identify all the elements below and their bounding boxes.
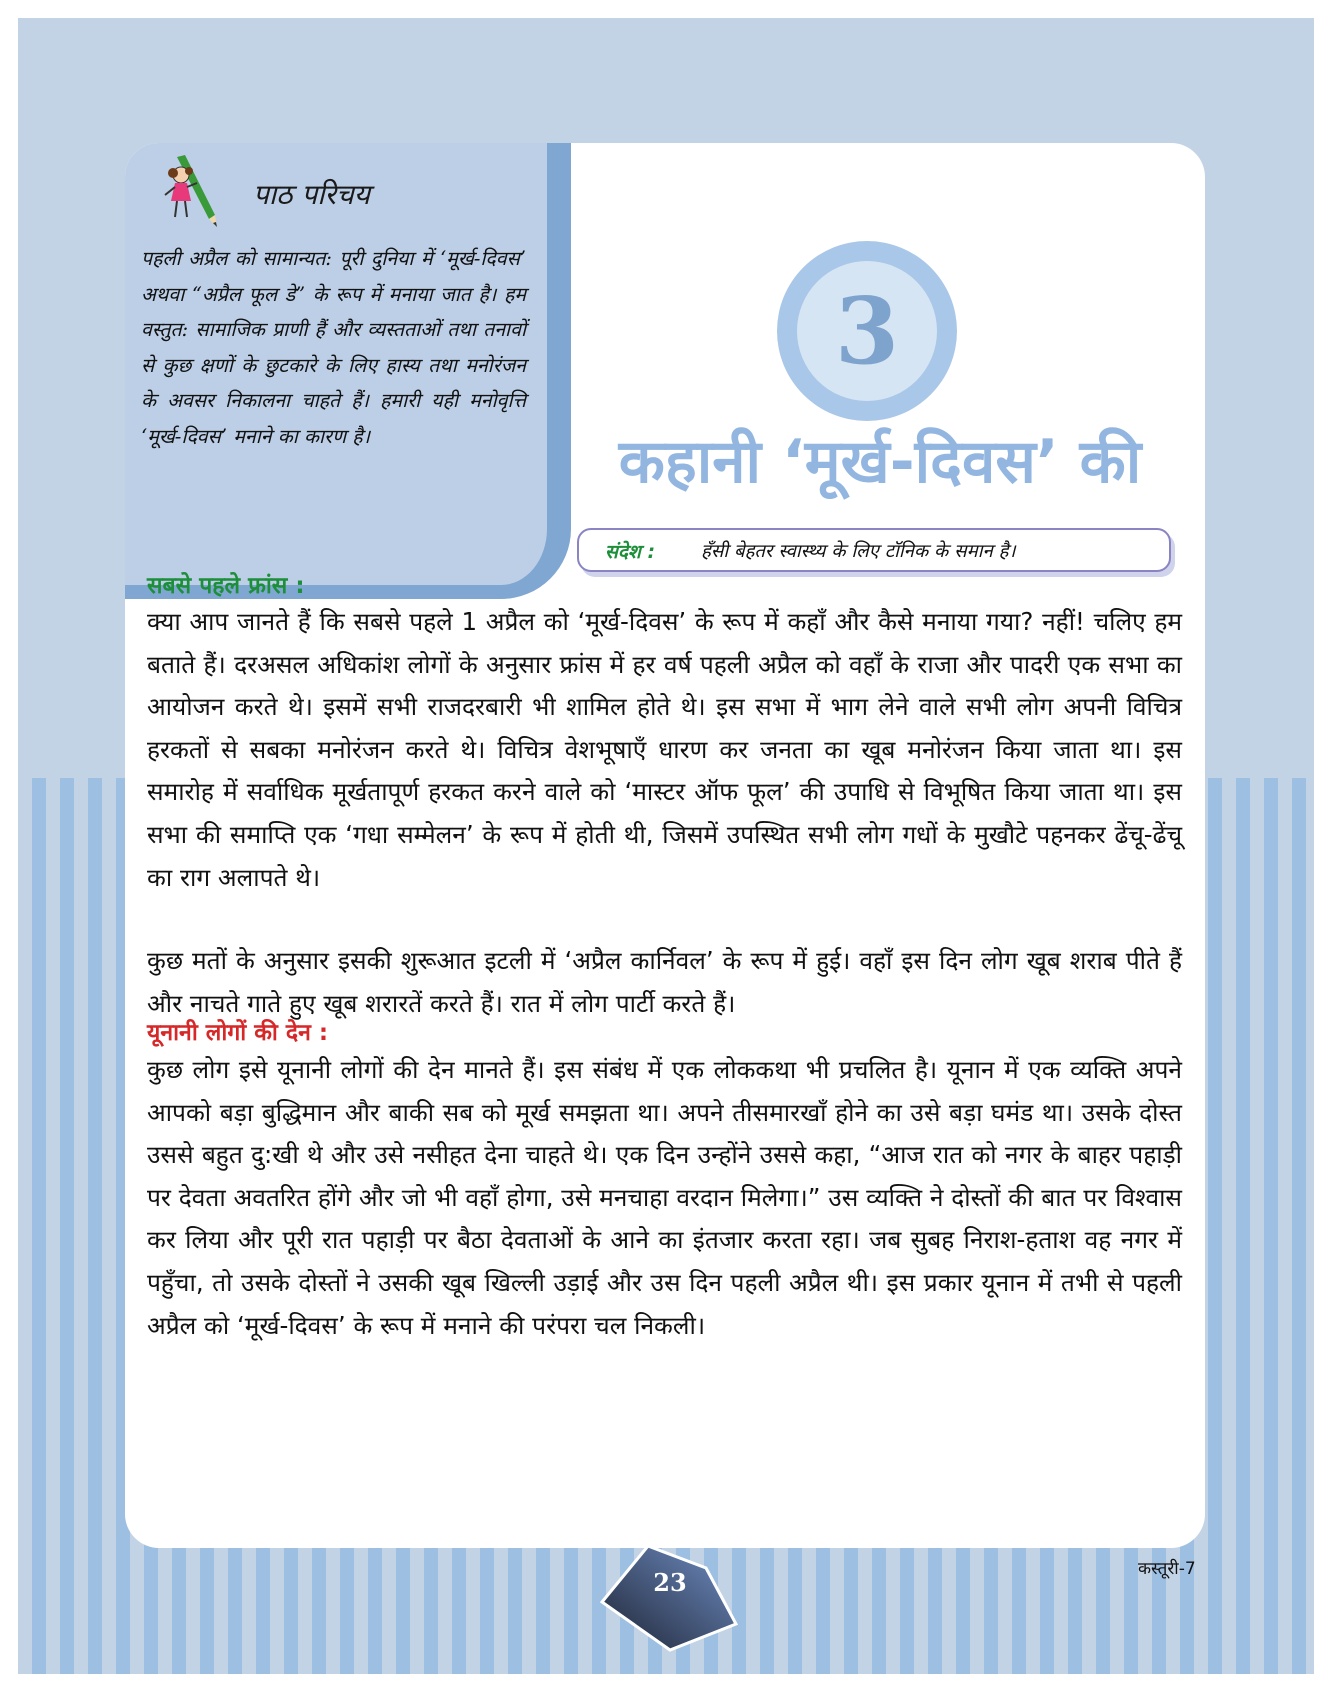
pencil-girl-icon xyxy=(155,153,235,233)
section-heading-france: सबसे पहले फ्रांस : xyxy=(147,573,305,599)
paragraph-france: क्या आप जानते हैं कि सबसे पहले 1 अप्रैल को ‘मूर्ख-दिवस’ के रूप में कहाँ और कैसे मनाया गया? नहीं! चलिए हम बताते हैं। दरअसल अधिकांश लोगों के अनुसार फ्रांस में हर वर्ष पहली अप्रैल को वहाँ के राजा और पादरी एक सभा का आयोजन करते थे। इसमें सभी राजदरबारी भी शामिल होते थे। इस सभा में भाग लेने वाले सभी लोग अपनी विचित्र हरकतों से सबका मनोरंजन करते थे। विचित्र वेशभूषाएँ धारण कर जनता का खूब मनोरंजन किया जाता था। इस समारोह में सर्वाधिक मूर्खतापूर्ण हरकत करने वाले को ‘मास्टर ऑफ फूल’ की उपाधि से विभूषित किया जाता था। इस सभा की समाप्ति एक ‘गधा सम्मेलन’ के रूप में होती थी, जिसमें उपस्थित सभी लोग गधों के मुखौटे पहनकर ढेंचू-ढेंचू का राग अलापते थे। xyxy=(147,607,1182,892)
chapter-title: कहानी ‘मूर्ख-दिवस’ की xyxy=(618,427,1142,497)
message-text: हँसी बेहतर स्वास्थ्य के लिए टॉनिक के समान है। xyxy=(701,541,1016,562)
paragraph-italy: कुछ मतों के अनुसार इसकी शुरूआत इटली में ‘अप्रैल कार्निवल’ के रूप में हुई। वहाँ इस दिन लोग खूब शराब पीते हैं और नाचते गाते हुए खूब शरारतें करते हैं। रात में लोग पार्टी करते हैं। xyxy=(147,946,1182,1018)
paragraph-greek: कुछ लोग इसे यूनानी लोगों की देन मानते हैं। इस संबंध में एक लोककथा भी प्रचलित है। यूनान में एक व्यक्ति अपने आपको बड़ा बुद्धिमान और बाकी सब को मूर्ख समझता था। अपने तीसमारखाँ होने का उसे बड़ा घमंड था। उसके दोस्त उससे बहुत दु:खी थे और उसे नसीहत देना चाहते थे। एक दिन उन्होंने उससे कहा, “आज रात को नगर के बाहर पहाड़ी पर देवता अवतरित होंगे और जो भी वहाँ होगा, उसे मनचाहा वरदान मिलेगा।” उस व्यक्ति ने दोस्तों की बात पर विश्वास कर लिया और पूरी रात पहाड़ी पर बैठा देवताओं के आने का इंतजार करता रहा। जब सुबह निराश-हताश वह नगर में पहुँचा, तो उसके दोस्तों ने उसकी खूब खिल्ली उड़ाई और उस दिन पहली अप्रैल थी। इस प्रकार यूनान में तभी से पहली अप्रैल को ‘मूर्ख-दिवस’ के रूप में मनाने की परंपरा चल निकली। xyxy=(147,1055,1182,1340)
intro-text: पहली अप्रैल को सामान्यत: पूरी दुनिया में ‘मूर्ख-दिवस’ अथवा “अप्रैल फूल डे” के रूप में मनाया जात है। हम वस्तुत: सामाजिक प्राणी हैं और व्यस्तताओं तथा तनावों से कुछ क्षणों के छुटकारे के लिए हास्य तथा मनोरंजन के अवसर निकालना चाहते हैं। हमारी यही मनोवृत्ति ‘मूर्ख-दिवस’ मनाने का कारण है। xyxy=(141,247,526,448)
book-name: कस्तूरी-7 xyxy=(1138,1559,1196,1579)
intro-heading: पाठ परिचय xyxy=(253,178,370,211)
page-number: 23 xyxy=(653,1568,687,1597)
message-bar xyxy=(577,528,1171,572)
chapter-number: 3 xyxy=(834,277,899,385)
message-label: संदेश : xyxy=(605,541,656,563)
intro-box xyxy=(125,143,571,599)
section-heading-greek: यूनानी लोगों की देन : xyxy=(147,1020,329,1046)
page-number-pentagon-icon xyxy=(590,1540,740,1655)
content-card xyxy=(125,143,1205,1548)
chapter-number-inner xyxy=(797,261,937,401)
chapter-number-circle xyxy=(777,241,957,421)
